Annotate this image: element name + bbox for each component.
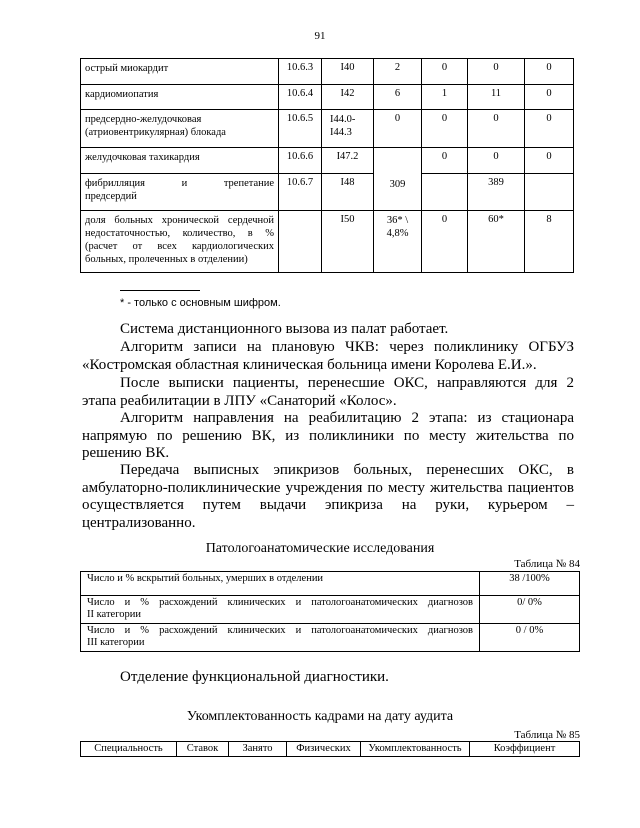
row-label-line2: II категории xyxy=(87,609,141,620)
pathology-table xyxy=(80,571,580,652)
table-caption: Таблица № 84 xyxy=(514,558,580,570)
row-value: 0 xyxy=(468,59,525,85)
table-header-row xyxy=(81,742,580,757)
row-value: 0/ 0% xyxy=(480,596,580,624)
row-value: 0 xyxy=(468,148,525,174)
disease-statistics-table xyxy=(80,58,574,273)
row-value: 0 xyxy=(525,59,574,85)
row-value: 0 xyxy=(422,148,468,174)
row-value: 0 / 0% xyxy=(480,624,580,652)
row-label xyxy=(81,596,480,624)
row-icd: I42 xyxy=(322,85,374,110)
section-heading: Патологоанатомические исследования xyxy=(205,541,435,556)
row-value: 0 xyxy=(525,148,574,174)
row-value: 8 xyxy=(525,211,574,273)
paragraph: Алгоритм направления на реабилитацию 2 этапа: из стационара напрямую по решению ВК, из поликлиники по месту жительства по решению ВК. xyxy=(82,410,574,462)
table-row xyxy=(81,624,580,652)
column-header: Коэффициент xyxy=(470,742,580,757)
row-value: 6 xyxy=(374,85,422,110)
column-header: Занято xyxy=(229,742,287,757)
row-value: 38 /100% xyxy=(480,572,580,596)
row-value: 0 xyxy=(422,110,468,148)
table-row xyxy=(81,59,574,85)
footnote-divider xyxy=(120,290,200,291)
section-title: Отделение функциональной диагностики. xyxy=(120,669,389,685)
column-header: Укомплектованность xyxy=(361,742,470,757)
row-label-line1: Число и % расхождений клинических и патологоанатомических диагнозов xyxy=(87,625,473,636)
row-icd: I48 xyxy=(322,174,374,211)
row-value: 1 xyxy=(422,85,468,110)
table-row xyxy=(81,110,574,148)
row-icd: I44.0-I44.3 xyxy=(322,110,374,148)
merged-value: 309 xyxy=(374,148,422,211)
table-row xyxy=(81,211,574,273)
row-icd: I50 xyxy=(322,211,374,273)
row-label-line1: фибрилляция и трепетание xyxy=(85,178,275,189)
table-row xyxy=(81,572,580,596)
table-row xyxy=(81,85,574,110)
row-value xyxy=(422,174,468,211)
row-label: кардиомиопатия xyxy=(81,85,279,110)
paragraph: После выписки пациенты, перенесшие ОКС, направляются для 2 этапа реабилитации в ЛПУ «Санаторий «Колос». xyxy=(82,375,574,409)
row-label: острый миокардит xyxy=(81,59,279,85)
page-number: 91 xyxy=(314,30,326,42)
row-value xyxy=(525,174,574,211)
row-code: 10.6.3 xyxy=(279,59,322,85)
row-icd: I47.2 xyxy=(322,148,374,174)
row-value: 0 xyxy=(525,85,574,110)
table-row xyxy=(81,174,574,211)
column-header: Специальность xyxy=(81,742,177,757)
row-icd: I40 xyxy=(322,59,374,85)
row-code: 10.6.5 xyxy=(279,110,322,148)
footnote: * - только с основным шифром. xyxy=(120,297,281,309)
row-code: 10.6.7 xyxy=(279,174,322,211)
table-caption: Таблица № 85 xyxy=(514,729,580,741)
row-code: 10.6.4 xyxy=(279,85,322,110)
table-row xyxy=(81,148,574,174)
row-value: 60* xyxy=(468,211,525,273)
row-value: 0 xyxy=(422,211,468,273)
staffing-table xyxy=(80,741,580,757)
row-value: 0 xyxy=(525,110,574,148)
paragraph: Передача выписных эпикризов больных, перенесших ОКС, в амбулаторно-поликлинические учреждения по месту жительства пациентов осуществляется путем выдачи эпикриза на руки, курьером – централизованно. xyxy=(82,462,574,531)
column-header: Ставок xyxy=(177,742,229,757)
table-row xyxy=(81,596,580,624)
row-label-line2: III категории xyxy=(87,637,145,648)
row-value: 0 xyxy=(374,110,422,148)
row-value: 0 xyxy=(468,110,525,148)
row-value: 389 xyxy=(468,174,525,211)
row-value: 0 xyxy=(422,59,468,85)
row-label xyxy=(81,174,279,211)
row-label-line2: предсердий xyxy=(85,191,137,202)
row-code xyxy=(279,211,322,273)
row-value: 2 xyxy=(374,59,422,85)
row-value: 36* \ 4,8% xyxy=(374,211,422,273)
row-value: 11 xyxy=(468,85,525,110)
column-header: Физических xyxy=(287,742,361,757)
section-heading: Укомплектованность кадрами на дату аудита xyxy=(186,709,454,724)
row-label-line1: Число и % расхождений клинических и патологоанатомических диагнозов xyxy=(87,597,473,608)
row-label: Число и % вскрытий больных, умерших в отделении xyxy=(81,572,480,596)
row-code: 10.6.6 xyxy=(279,148,322,174)
paragraph: Алгоритм записи на плановую ЧКВ: через поликлинику ОГБУЗ «Костромская областная клиническая больница имени Королева Е.И.». xyxy=(82,339,574,373)
row-label: желудочковая тахикардия xyxy=(81,148,279,174)
row-label xyxy=(81,624,480,652)
paragraph: Система дистанционного вызова из палат работает. xyxy=(120,321,449,337)
row-label: доля больных хронической сердечной недостаточностью, количество, в % (расчет от всех кардиологических больных, пролеченных в отделении) xyxy=(81,211,279,273)
row-label: предсердно-желудочковая (атриовентрикулярная) блокада xyxy=(81,110,279,148)
